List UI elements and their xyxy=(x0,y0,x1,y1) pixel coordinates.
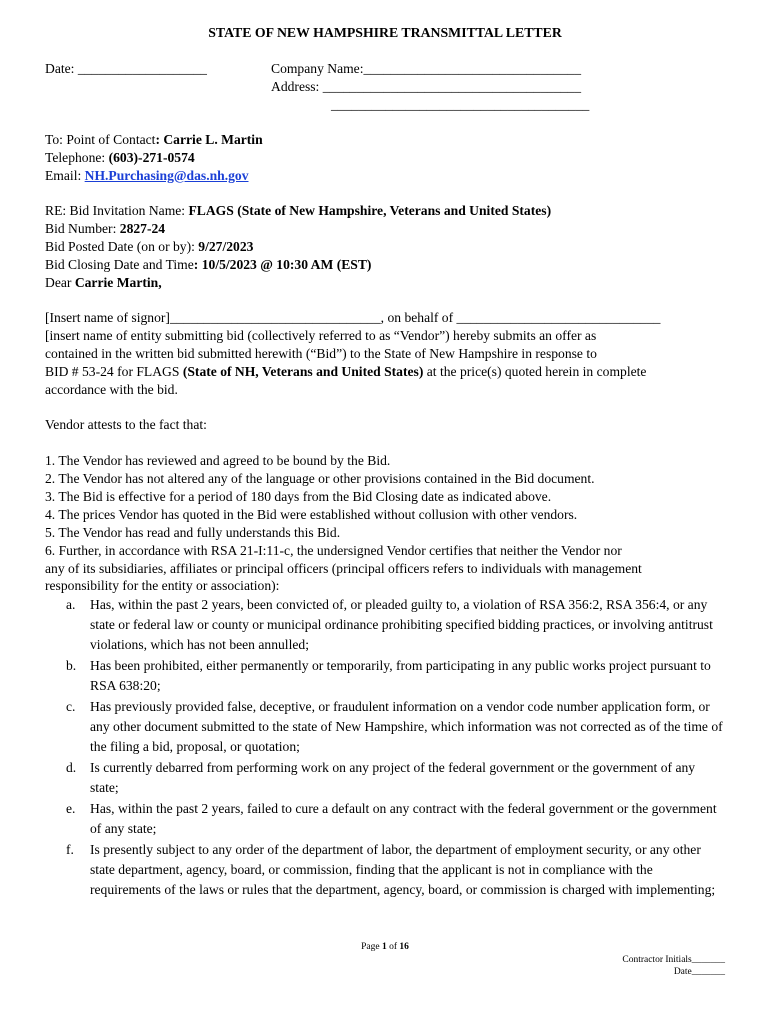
offer-line-1: [Insert name of signor]_______________________________, on behalf of ______________________________ xyxy=(45,310,661,325)
list-item: e. Has, within the past 2 years, failed to cure a default on any contract with the federal government or the government of any state; xyxy=(66,801,717,836)
point-of-contact: To: Point of Contact: Carrie L. Martin xyxy=(45,132,263,147)
address-line-2: ______________________________________ xyxy=(331,97,590,112)
offer-line-3: contained in the written bid submitted herewith (“Bid”) to the State of New Hampshire in response to xyxy=(45,346,597,361)
list-item: 4. The prices Vendor has quoted in the Bid were established without collusion with other vendors. xyxy=(45,507,578,522)
document-title: STATE OF NEW HAMPSHIRE TRANSMITTAL LETTER xyxy=(208,25,562,40)
salutation: Dear Carrie Martin, xyxy=(45,275,162,290)
item-6-line-2: any of its subsidiaries, affiliates or principal officers (principal officers refers to individuals with management xyxy=(45,561,642,576)
item-6-line-3: responsibility for the entity or association): xyxy=(45,578,280,593)
offer-line-4: BID # 53-24 for FLAGS (State of NH, Veterans and United States) at the price(s) quoted herein in complete xyxy=(45,364,647,379)
alpha-list xyxy=(66,595,726,901)
list-item: f. Is presently subject to any order of the department of labor, the department of employment security, or any other state department, agency, board, or commission, finding that the applicant is not in compliance with the requirements of the laws or rules that the department, agency, board, or commission is charged with implementing; xyxy=(66,842,716,897)
offer-line-5: accordance with the bid. xyxy=(45,382,178,397)
list-item: 2. The Vendor has not altered any of the language or other provisions contained in the Bid document. xyxy=(45,471,595,486)
contractor-initials: Contractor Initials_______ xyxy=(622,955,725,965)
page-number: Page 1 of 16 xyxy=(361,942,409,952)
list-item: 1. The Vendor has reviewed and agreed to be bound by the Bid. xyxy=(45,453,391,468)
list-item: b. Has been prohibited, either permanently or temporarily, from participating in any public works project pursuant to RSA 638:20; xyxy=(66,658,711,693)
item-6-line-1: 6. Further, in accordance with RSA 21-I:11-c, the undersigned Vendor certifies that neither the Vendor nor xyxy=(45,543,622,558)
bid-closing-date: Bid Closing Date and Time: 10/5/2023 @ 10:30 AM (EST) xyxy=(45,257,372,272)
bid-invitation-name: RE: Bid Invitation Name: FLAGS (State of New Hampshire, Veterans and United States) xyxy=(45,203,552,218)
attest-heading: Vendor attests to the fact that: xyxy=(45,417,207,432)
email-link[interactable]: NH.Purchasing@das.nh.gov xyxy=(84,168,249,183)
company-name-field: Company Name:________________________________ xyxy=(271,61,581,76)
list-item: a. Has, within the past 2 years, been convicted of, or pleaded guilty to, a violation of RSA 356:2, RSA 356:4, or any state or federal law or county or municipal ordinance prohibiting specified bidding practices, or involving antitrust violations, which has not been annulled; xyxy=(66,597,713,652)
bid-posted-date: Bid Posted Date (on or by): 9/27/2023 xyxy=(45,239,254,254)
footer-date: Date_______ xyxy=(673,967,725,977)
list-item: 5. The Vendor has read and fully understands this Bid. xyxy=(45,525,341,540)
list-item: 3. The Bid is effective for a period of 180 days from the Bid Closing date as indicated above. xyxy=(45,489,552,504)
telephone: Telephone: (603)-271-0574 xyxy=(45,150,195,165)
bid-number: Bid Number: 2827-24 xyxy=(45,221,166,236)
offer-line-2: [insert name of entity submitting bid (collectively referred to as “Vendor”) hereby submits an offer as xyxy=(45,328,597,343)
list-item: d. Is currently debarred from performing work on any project of the federal government or the government of any state; xyxy=(66,760,696,795)
email: Email: NH.Purchasing@das.nh.gov xyxy=(45,168,249,183)
list-item: c. Has previously provided false, deceptive, or fraudulent information on a vendor code number application form, or any other document submitted to the state of New Hampshire, which information was not corrected as of the time of the filing a bid, proposal, or quotation; xyxy=(66,699,723,754)
address-field: Address: ______________________________________ xyxy=(271,79,582,94)
date-field: Date: ___________________ xyxy=(45,61,207,76)
